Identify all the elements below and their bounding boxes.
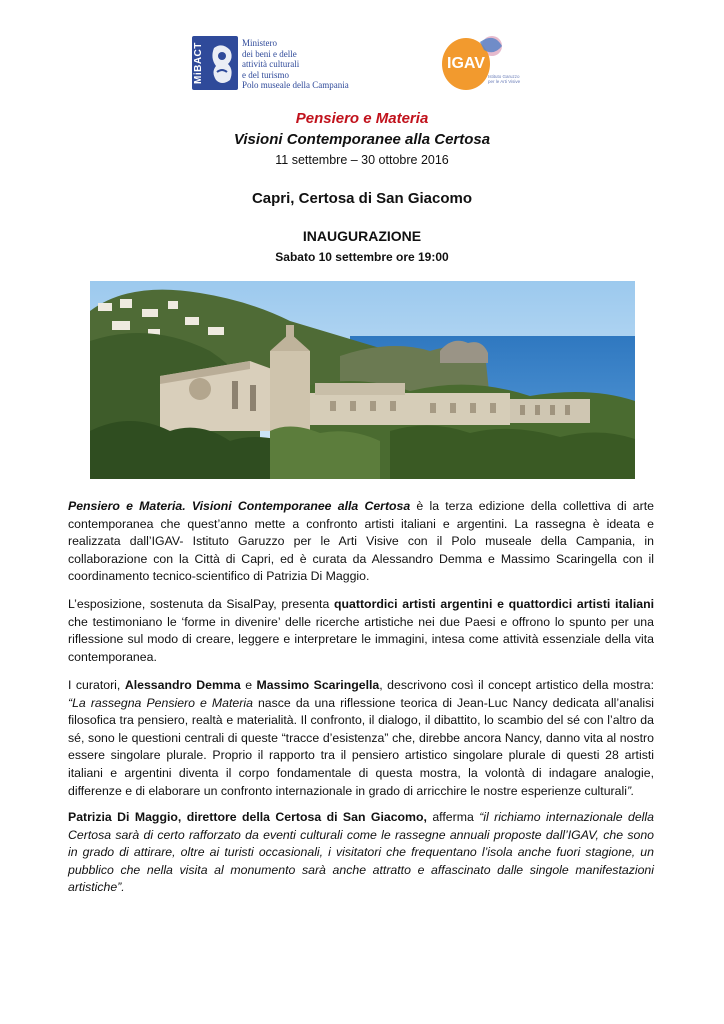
exhibition-text-a: L’esposizione, sostenuta da SisalPay, presenta [68,597,334,611]
curator-name-2: Massimo Scaringella [256,678,380,692]
mibact-text [242,38,349,91]
mibact-seal-icon [208,42,236,86]
curators-quote-close: ”. [626,783,635,798]
mibact-logo [192,36,349,94]
mibact-line: Polo museale della Campania [242,80,349,91]
exhibition-artists: quattordici artisti argentini e quattordici artisti italiani [334,597,654,611]
intro-text: è la terza edizione della collettiva di arte contemporanea che quest’anno mette a confronto artisti italiani e argentini. La rassegna è ideata e realizzata dall’IGAV- Istituto Garuzzo per le Arti Visive con il Polo museale della Campania, in collaborazione con la Città di Capri, ed è curata da Alessandro Demma e Massimo Scaringella con il coordinamento tecnico-scientifico di Patrizia Di Maggio. [68,499,654,584]
mibact-line: Ministero [242,38,277,48]
exhibition-text-b: che testimoniano le ‘forme in divenire’ delle ricerche artistiche nei due Paesi e offrono lo spunto per una riflessione sul modo di creare, leggere e interpretare le immagini, intesa come attività essenziale della vita contemporanea. [68,614,654,664]
paragraph-director [68,809,654,897]
certosa-photo [90,281,635,479]
curators-quote-open: “La rassegna [68,695,147,710]
director-quote: “il richiamo internazionale della Certosa sarà di certo rafforzato da eventi culturali come le rassegne annuali proposte dall’IGAV, che sono in grado di attirare, oltre ai turisti occasionali, i visitatori che frequentano l’isola anche fuori stagione, un pubblico che nella visita al monumento sarà anche attratto e affascinato dalle singole manifestazioni artistiche”. [68,810,654,895]
certosa-landscape-image [90,281,635,479]
igav-mark-text: IGAV [447,55,485,72]
event-date: Sabato 10 settembre ore 19:00 [275,250,449,264]
paragraph-intro [68,498,654,586]
curators-quote-body: nasce da una riflessione teorica di Jean-Luc Nancy dedicata all’analisi filosofica tra pensiero, realtà e materialità. Il confronto, il dialogo, il dibattito, lo scambio del sé con l’altro da sé, sono le questioni centrali di queste “tracce d’esistenza” che, direbbe ancora Nancy, danno vita al nostro essere singolare plurale. Proprio il rapporto tra il pensiero artistico singolare plurale di questi 28 artisti italiani e argentini diventa il corpo fondamentale di questa mostra, la volontà di indagare analogie, differenze e di elaborare un confronto internazionale in grado di arricchire le nostre esperienze culturali [68,695,655,798]
event-heading: INAUGURAZIONE [302,228,422,244]
exhibition-venue: Capri, Certosa di San Giacomo [251,190,473,207]
igav-caption [488,74,520,84]
paragraph-curators [68,677,654,800]
igav-caption-line: per le Arti Visive [488,79,521,84]
curators-text-b: e [240,678,257,692]
paragraph-exhibition [68,596,654,666]
curators-text-c: , descrivono così il concept artistico della mostra: [379,678,654,692]
igav-mark-icon [440,34,530,94]
curator-name-1: Alessandro Demma [124,678,241,692]
exhibition-subtitle: Visioni Contemporanee alla Certosa [233,131,491,148]
director-text-a: afferma [426,810,480,824]
mibact-mark [192,36,238,90]
director-name: Patrizia Di Maggio, direttore della Certosa di San Giacomo, [68,810,427,824]
exhibition-dates: 11 settembre – 30 ottobre 2016 [275,153,449,167]
mibact-line: e del turismo [242,69,289,80]
intro-lead: Pensiero e Materia. Visioni Contemporanee alla Certosa [68,499,411,513]
curators-text-a: I curatori, [68,678,125,692]
exhibition-title: Pensiero e Materia [295,110,429,127]
igav-logo [440,34,530,94]
curators-quote-title: Pensiero e Materia [146,695,253,710]
mibact-vertical-label: MiBACT [193,42,204,84]
mibact-line: attività culturali [242,59,300,70]
igav-caption-line: Istituto Garuzzo [488,74,520,79]
mibact-line: dei beni e delle [242,48,297,59]
